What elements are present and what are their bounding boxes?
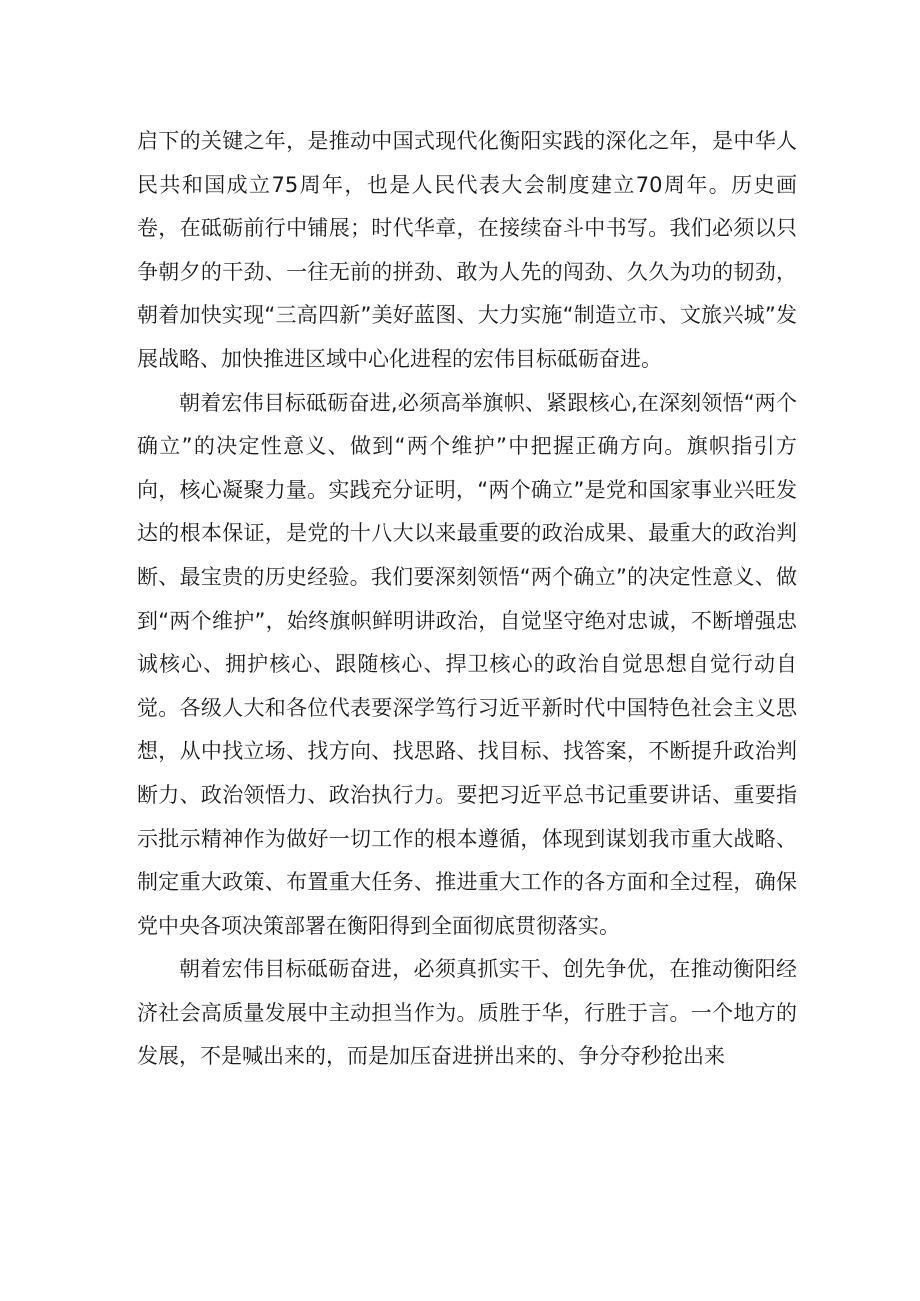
paragraph-2: 朝着宏伟目标砥砺奋进,必须高举旗帜、紧跟核心,在深刻领悟“两个确立”的决定性意义、做到“两个维护”中把握正确方向。旗帜指引方向，核心凝聚力量。实践充分证明，“两个确立”是党和国家事业兴旺发达的根本保证，是党的十八大以来最重要的政治成果、最重大的政治判断、最宝贵的历史经验。我们要深刻领悟“两个确立”的决定性意义、做到“两个维护”，始终旗帜鲜明讲政治，自觉坚守绝对忠诚，不断增强忠诚核心、拥护核心、跟随核心、捍卫核心的政治自觉思想自觉行动自觉。各级人大和各位代表要深学笃行习近平新时代中国特色社会主义思想，从中找立场、找方向、找思路、找目标、找答案，不断提升政治判断力、政治领悟力、政治执行力。要把习近平总书记重要讲话、重要指示批示精神作为做好一切工作的根本遵循，体现到谋划我市重大战略、制定重大政策、布置重大任务、推进重大工作的各方面和全过程，确保党中央各项决策部署在衡阳得到全面彻底贯彻落实。 bbox=[137, 390, 797, 938]
paragraph-3: 朝着宏伟目标砥砺奋进，必须真抓实干、创先争优，在推动衡阳经济社会高质量发展中主动担当作为。质胜于华，行胜于言。一个地方的发展，不是喊出来的，而是加压奋进拼出来的、争分夺秒抢出来 bbox=[137, 957, 797, 1069]
document-body bbox=[137, 120, 797, 1079]
paragraph-1: 启下的关键之年，是推动中国式现代化衡阳实践的深化之年，是中华人民共和国成立75周年，也是人民代表大会制度建立70周年。历史画卷，在砥砺前行中铺展；时代华章，在接续奋斗中书写。我们必须以只争朝夕的干劲、一往无前的拼劲、敢为人先的闯劲、久久为功的韧劲，朝着加快实现“三高四新”美好蓝图、大力实施“制造立市、文旅兴城”发展战略、加快推进区域中心化进程的宏伟目标砥砺奋进。 bbox=[137, 129, 797, 371]
